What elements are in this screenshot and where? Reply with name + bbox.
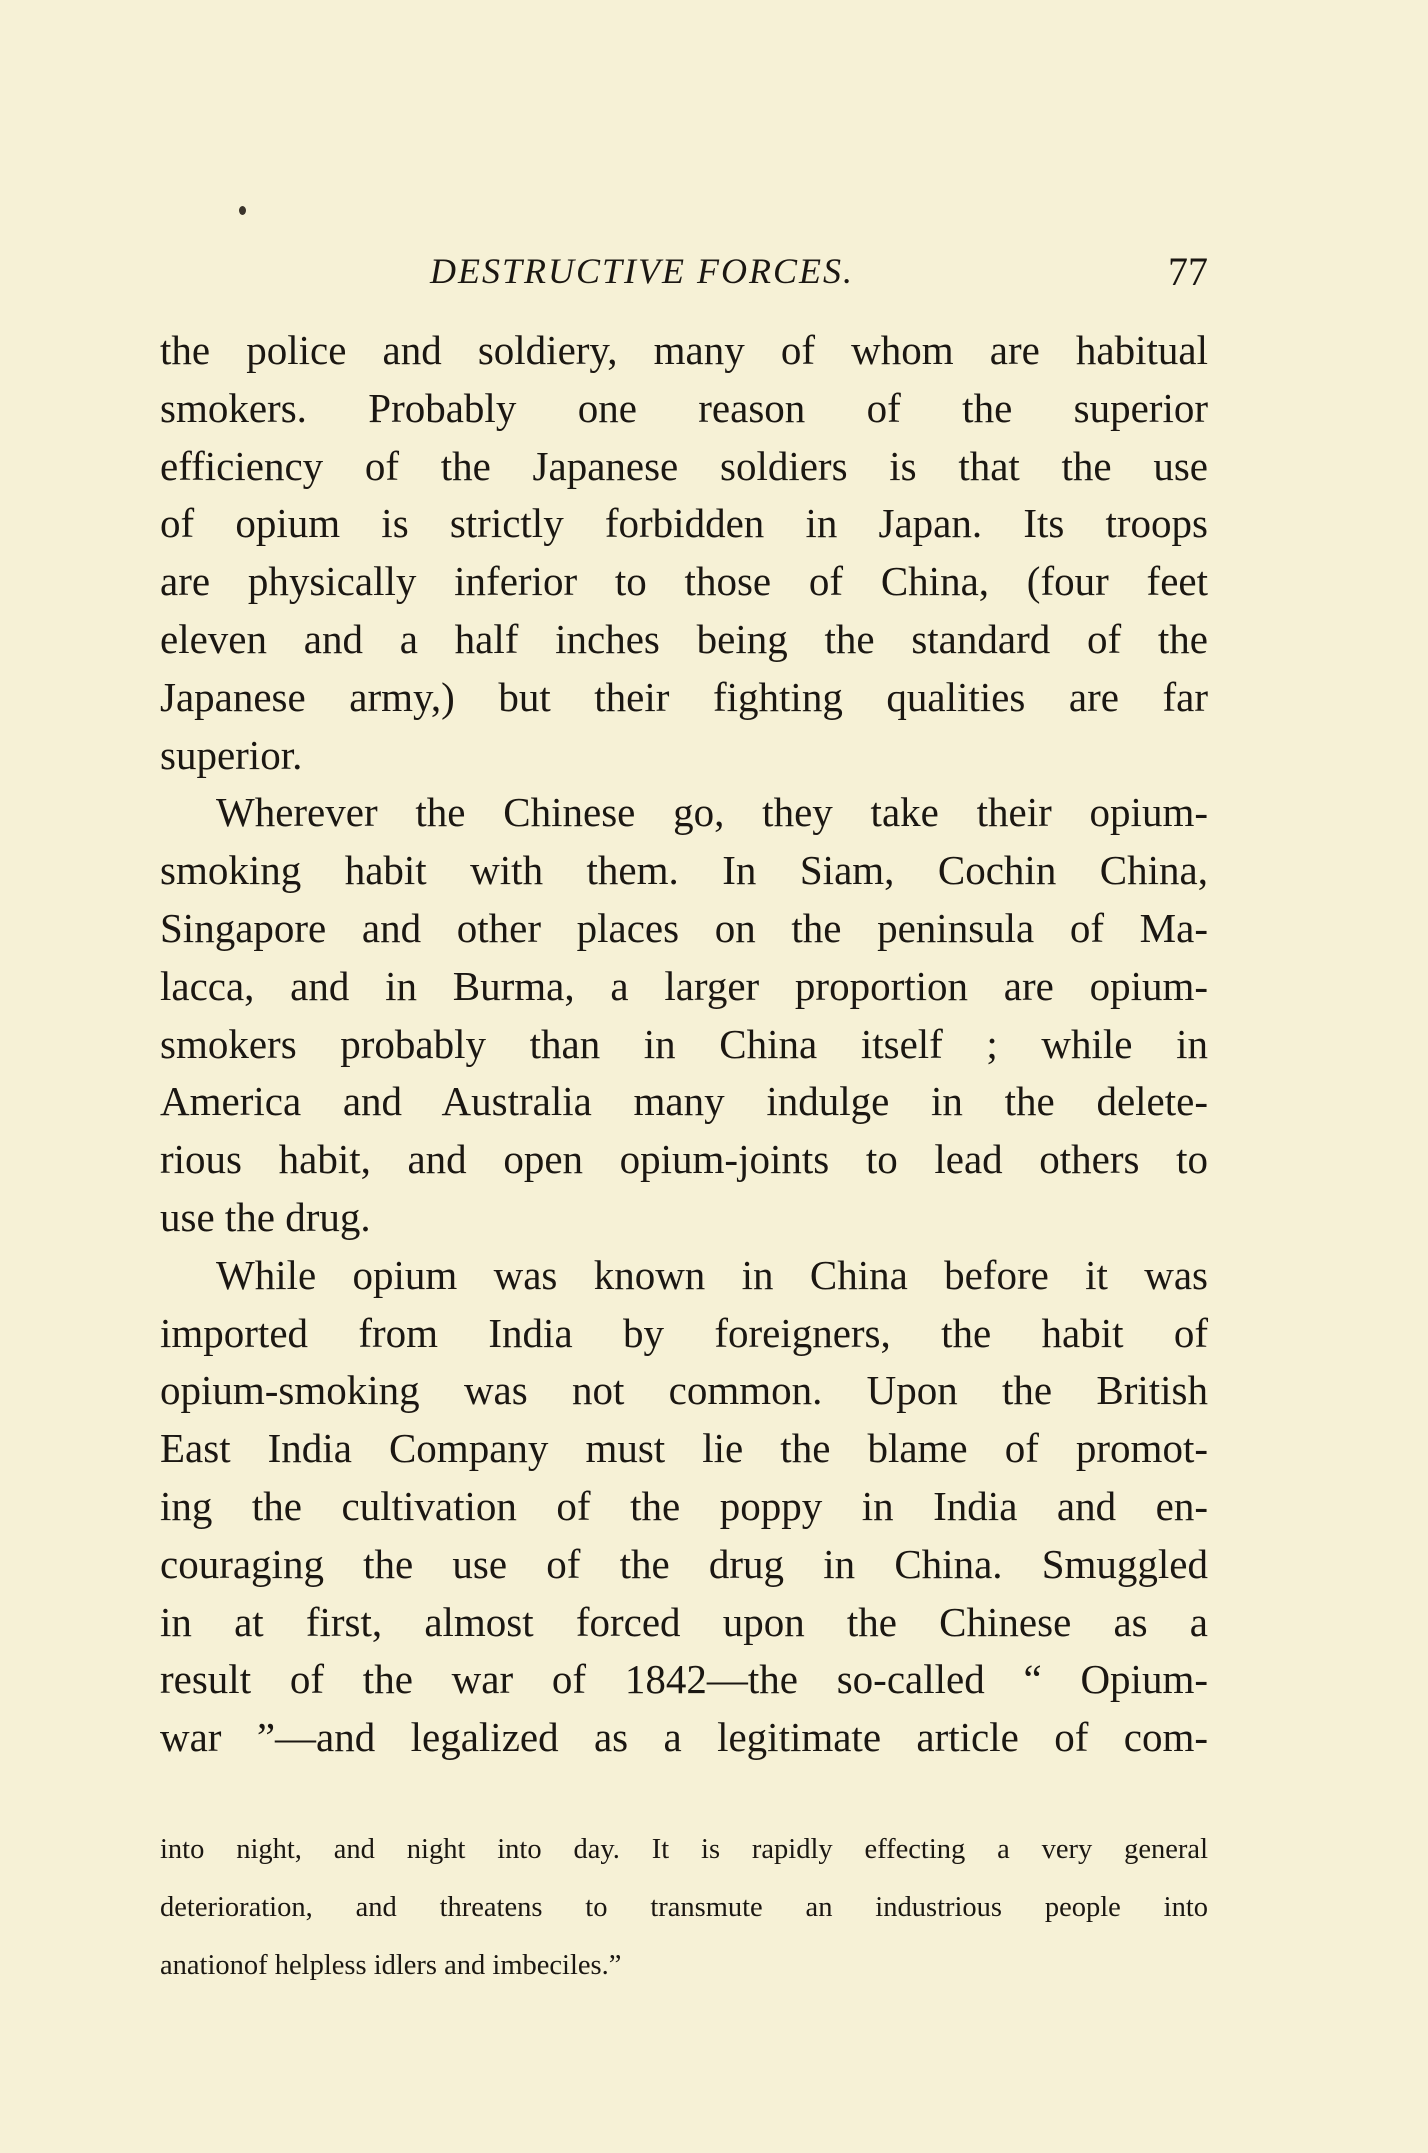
- text-line: rious habit, and open opium-joints to lead others to: [160, 1136, 1208, 1183]
- text-line: smoking habit with them. In Siam, Cochin China,: [160, 847, 1208, 894]
- text-line: smokers probably than in China itself ; while in: [160, 1020, 1208, 1067]
- footnote-line: deterioration, and threatens to transmute an industrious people into: [160, 1891, 1208, 1923]
- text-line: smokers. Probably one reason of the superior: [160, 384, 1208, 431]
- text-line: efficiency of the Japanese soldiers is that the use: [160, 442, 1208, 489]
- page-number: 77: [1168, 249, 1208, 294]
- text-line: East India Company must lie the blame of promot-: [160, 1425, 1208, 1472]
- text-line: superior.: [160, 731, 303, 778]
- footnote: [160, 1830, 1208, 2003]
- text-line: result of the war of 1842—the so-called “ Opium-: [160, 1656, 1208, 1703]
- ink-speck: [239, 206, 246, 215]
- text-line: While opium was known in China before it was: [216, 1251, 1208, 1298]
- footnote-line: anationof helpless idlers and imbeciles.”: [160, 1949, 622, 1981]
- text-line: Japanese army,) but their fighting qualities are far: [160, 673, 1208, 720]
- text-line: in at first, almost forced upon the Chinese as a: [160, 1598, 1208, 1645]
- text-line: lacca, and in Burma, a larger proportion are opium-: [160, 962, 1208, 1009]
- text-line: the police and soldiery, many of whom are habitual: [160, 327, 1208, 373]
- text-line: Singapore and other places on the peninsula of Ma-: [160, 904, 1208, 951]
- text-line: opium-smoking was not common. Upon the British: [160, 1367, 1208, 1414]
- text-line: ing the cultivation of the poppy in India and en-: [160, 1482, 1208, 1529]
- text-line: eleven and a half inches being the standard of the: [160, 615, 1208, 662]
- text-line: of opium is strictly forbidden in Japan. Its troops: [160, 500, 1208, 547]
- page-header: [160, 250, 1208, 300]
- text-line: America and Australia many indulge in the delete-: [160, 1078, 1208, 1125]
- running-title: DESTRUCTIVE FORCES.: [430, 251, 854, 291]
- body-text: [160, 322, 1208, 1767]
- footnote-line: into night, and night into day. It is rapidly effecting a very general: [160, 1834, 1208, 1865]
- text-line: Wherever the Chinese go, they take their opium-: [216, 789, 1208, 836]
- text-line: use the drug.: [160, 1193, 371, 1240]
- text-line: war ”—and legalized as a legitimate article of com-: [160, 1714, 1208, 1761]
- text-line: couraging the use of the drug in China. Smuggled: [160, 1540, 1208, 1587]
- text-line: are physically inferior to those of China, (four feet: [160, 558, 1208, 605]
- text-line: imported from India by foreigners, the habit of: [160, 1309, 1208, 1356]
